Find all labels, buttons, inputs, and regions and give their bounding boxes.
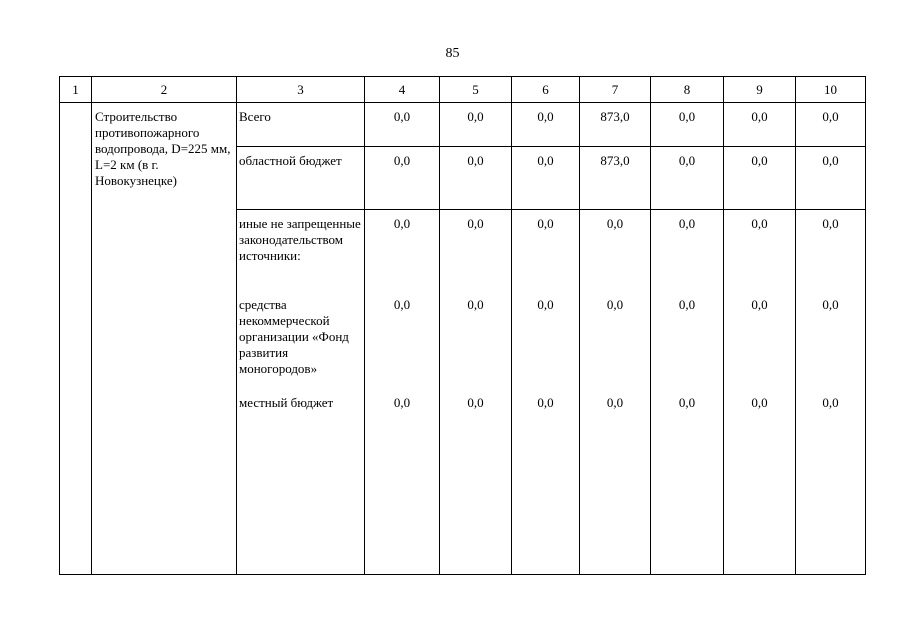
value-cell: 0,0 [365, 147, 440, 210]
value-cell: 0,0 [724, 389, 796, 575]
value-cell: 0,0 [512, 147, 580, 210]
value-cell: 0,0 [796, 147, 866, 210]
value-cell: 0,0 [651, 147, 724, 210]
value-cell: 0,0 [724, 210, 796, 291]
value-cell: 0,0 [724, 291, 796, 389]
column-header: 3 [237, 77, 365, 103]
page-number: 85 [445, 46, 460, 61]
budget-table [59, 76, 866, 575]
value-cell: 0,0 [365, 210, 440, 291]
table-header-row [60, 77, 866, 103]
column-header: 7 [580, 77, 651, 103]
value-cell: 0,0 [651, 103, 724, 147]
source-cell: средства некоммерческой организации «Фонд развития моногородов» [237, 291, 365, 389]
source-cell: Всего [237, 103, 365, 147]
value-cell: 0,0 [440, 103, 512, 147]
column-header: 8 [651, 77, 724, 103]
value-cell: 0,0 [651, 210, 724, 291]
value-cell: 0,0 [440, 389, 512, 575]
value-cell: 0,0 [365, 103, 440, 147]
value-cell: 0,0 [796, 389, 866, 575]
source-cell: иные не запрещенные законодательством источники: [237, 210, 365, 291]
project-number-cell [60, 103, 92, 575]
value-cell: 0,0 [440, 291, 512, 389]
column-header: 2 [92, 77, 237, 103]
value-cell: 0,0 [796, 103, 866, 147]
value-cell: 0,0 [512, 291, 580, 389]
column-header: 6 [512, 77, 580, 103]
source-cell: областной бюджет [237, 147, 365, 210]
value-cell: 0,0 [440, 210, 512, 291]
table-row [60, 103, 866, 147]
value-cell: 0,0 [724, 147, 796, 210]
value-cell: 0,0 [651, 291, 724, 389]
column-header: 1 [60, 77, 92, 103]
value-cell: 0,0 [580, 210, 651, 291]
value-cell: 0,0 [796, 291, 866, 389]
column-header: 9 [724, 77, 796, 103]
value-cell: 0,0 [580, 291, 651, 389]
value-cell: 0,0 [512, 103, 580, 147]
value-cell: 873,0 [580, 147, 651, 210]
value-cell: 0,0 [365, 389, 440, 575]
column-header: 5 [440, 77, 512, 103]
project-name-cell: Строительство противопожарного водопровода, D=225 мм, L=2 км (в г. Новокузнецке) [92, 103, 237, 575]
value-cell: 873,0 [580, 103, 651, 147]
value-cell: 0,0 [651, 389, 724, 575]
column-header: 10 [796, 77, 866, 103]
value-cell: 0,0 [512, 389, 580, 575]
source-cell: местный бюджет [237, 389, 365, 575]
value-cell: 0,0 [580, 389, 651, 575]
value-cell: 0,0 [796, 210, 866, 291]
value-cell: 0,0 [440, 147, 512, 210]
value-cell: 0,0 [512, 210, 580, 291]
value-cell: 0,0 [365, 291, 440, 389]
value-cell: 0,0 [724, 103, 796, 147]
column-header: 4 [365, 77, 440, 103]
